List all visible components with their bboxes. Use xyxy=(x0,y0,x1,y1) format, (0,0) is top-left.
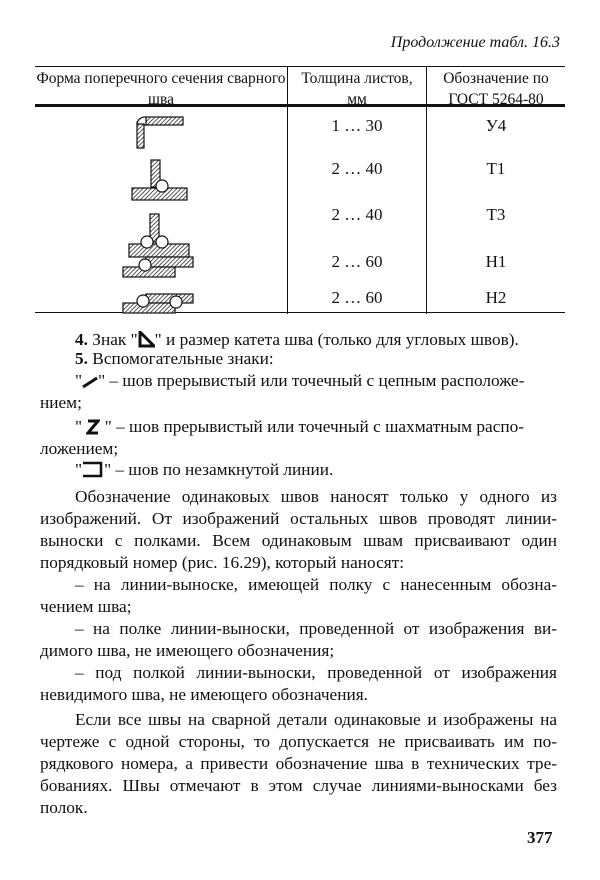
paragraph-line: бованиях. Швы отмечают в этом случае линиями-выносками без xyxy=(40,776,557,795)
sign-text: " xyxy=(75,417,87,436)
column-header-code: Обозначение по ГОСТ 5264-80 xyxy=(443,70,549,108)
weld-diagrams xyxy=(0,0,600,320)
sign-text-continued: нием; xyxy=(40,393,82,412)
paragraph-line: выноски с полками. Всем одинаковым швам присваивают один xyxy=(40,531,557,550)
sign-text: " xyxy=(75,371,83,390)
sign-text: " – шов прерывистый или точечный с цепным расположе- xyxy=(98,371,525,390)
code-cell: Т1 xyxy=(486,159,506,178)
item-number: 5. xyxy=(75,349,88,368)
table-caption: Продолжение табл. 16.3 xyxy=(390,34,560,51)
thickness-cell: 2 … 40 xyxy=(331,159,383,178)
paragraph-line: порядковый номер (рис. 16.29), который наносят: xyxy=(40,553,405,572)
paragraph-line: Обозначение одинаковых швов наносят только у одного из xyxy=(75,487,557,506)
item-text: Знак " xyxy=(92,330,138,349)
sign-text-continued: ложением; xyxy=(40,439,119,458)
page-number: 377 xyxy=(527,828,553,847)
open-bracket-icon xyxy=(82,461,104,478)
tee-double-weld-icon xyxy=(129,214,189,257)
tee-single-weld-icon xyxy=(132,160,187,200)
sign-text: " – шов прерывистый или точечный с шахматным распо- xyxy=(100,417,525,436)
code-cell: Н2 xyxy=(485,288,507,307)
code-cell: Н1 xyxy=(485,252,507,271)
item-text: " и размер катета шва (только для угловых швов). xyxy=(154,330,519,349)
bullet-line: димого шва, не имеющего обозначения; xyxy=(40,641,335,660)
sign-text: " xyxy=(75,460,83,479)
sign-open-line xyxy=(75,459,557,481)
sign-chain xyxy=(75,370,557,392)
z-icon xyxy=(86,419,100,435)
thickness-cell: 2 … 60 xyxy=(331,252,383,271)
paragraph-line: рядкового номера, а привести обозначение шва в технических тре- xyxy=(40,754,557,773)
code-cell: У4 xyxy=(485,116,507,135)
bullet-line: – на полке линии-выноски, проведенной от изображения ви- xyxy=(75,619,557,638)
corner-weld-icon xyxy=(137,117,183,148)
bullet-line: – под полкой линии-выноски, проведенной от изображения xyxy=(75,663,557,682)
sign-text: " – шов по незамкнутой линии. xyxy=(104,460,334,479)
paragraph-line: изображений. От изображений остальных швов проводят линии- xyxy=(40,509,557,528)
bullet-line: чением шва; xyxy=(40,597,132,616)
thickness-cell: 2 … 60 xyxy=(331,288,383,307)
paragraph-line: чертеже с одной стороны, то допускается не присваивать им по- xyxy=(40,732,557,751)
paragraph-line: Если все швы на сварной детали одинаковые и изображены на xyxy=(75,710,557,729)
bullet-line: невидимого шва, не имеющего обозначения. xyxy=(40,685,368,704)
column-header-thickness: Толщина листов, мм xyxy=(301,70,413,108)
thickness-cell: 2 … 40 xyxy=(331,205,383,224)
bullet-line: – на линии-выноске, имеющей полку с нанесенным обозна- xyxy=(75,575,557,594)
lap-single-weld-icon xyxy=(123,257,193,277)
item-number: 4. xyxy=(75,330,88,349)
code-cell: Т3 xyxy=(486,205,506,224)
sign-staggered xyxy=(75,416,557,438)
paragraph-line: полок. xyxy=(40,798,88,817)
lap-double-weld-icon xyxy=(123,294,193,313)
fillet-triangle-icon xyxy=(138,331,155,348)
column-header-shape: Форма поперечного сечения сварного шва xyxy=(36,70,286,108)
slash-icon xyxy=(82,375,98,389)
thickness-cell: 1 … 30 xyxy=(331,116,383,135)
item-5 xyxy=(75,348,557,370)
item-text: Вспомогательные знаки: xyxy=(92,349,274,368)
